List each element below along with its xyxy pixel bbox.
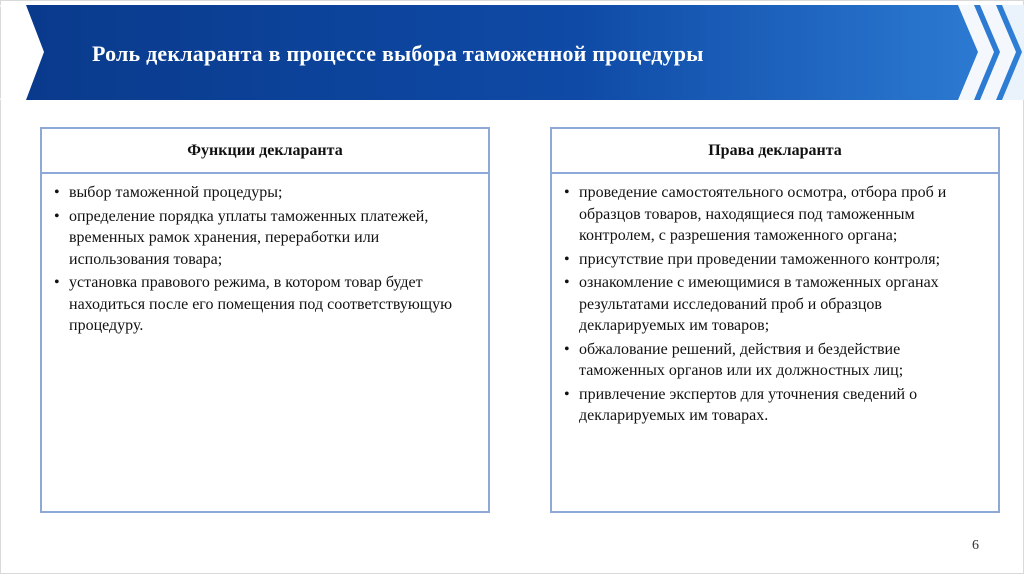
list-item-text: привлечение экспертов для уточнения сведений о декларируемых им товарах. — [579, 385, 918, 424]
list-item — [562, 182, 988, 247]
functions-list — [42, 174, 488, 337]
bullet-icon: • — [564, 385, 570, 403]
list-item — [562, 339, 988, 382]
bullet-icon: • — [54, 274, 60, 291]
list-item-text: проведение самостоятельного осмотра, отбора проб и образцов товаров, находящиеся под таможенным контролем, с разрешения таможенного органа; — [579, 184, 947, 244]
slide-title: Роль декларанта в процессе выбора таможенной процедуры — [92, 41, 704, 66]
bullet-icon: • — [564, 340, 570, 358]
title-banner — [0, 5, 1024, 100]
bullet-icon: • — [54, 184, 60, 201]
rights-list — [552, 174, 998, 427]
rights-panel-header: Права декларанта — [552, 129, 998, 174]
bullet-icon: • — [54, 207, 60, 225]
list-item-text: выбор таможенной процедуры; — [69, 184, 283, 201]
bullet-icon: • — [564, 184, 570, 201]
functions-panel-header: Функции декларанта — [42, 129, 488, 174]
list-item-text: ознакомление с имеющимися в таможенных органах результатами исследований проб и образцов декларируемых им товаров; — [579, 274, 939, 334]
list-item — [52, 272, 478, 337]
list-item — [562, 272, 988, 337]
list-item — [562, 249, 988, 271]
list-item-text: присутствие при проведении таможенного контроля; — [579, 250, 941, 268]
list-item-text: определение порядка уплаты таможенных платежей, временных рамок хранения, переработки или использования товара; — [69, 207, 429, 268]
page-number: 6 — [972, 538, 979, 553]
functions-panel — [40, 127, 490, 513]
list-item — [52, 206, 478, 271]
bullet-icon: • — [564, 274, 570, 291]
bullet-icon: • — [564, 250, 570, 268]
list-item — [52, 182, 478, 204]
list-item — [562, 384, 988, 427]
list-item-text: установка правового режима, в котором товар будет находиться после его помещения под соответствующую процедуру. — [69, 274, 453, 334]
list-item-text: обжалование решений, действия и бездействие таможенных органов или их должностных лиц; — [579, 340, 904, 379]
rights-panel — [550, 127, 1000, 513]
